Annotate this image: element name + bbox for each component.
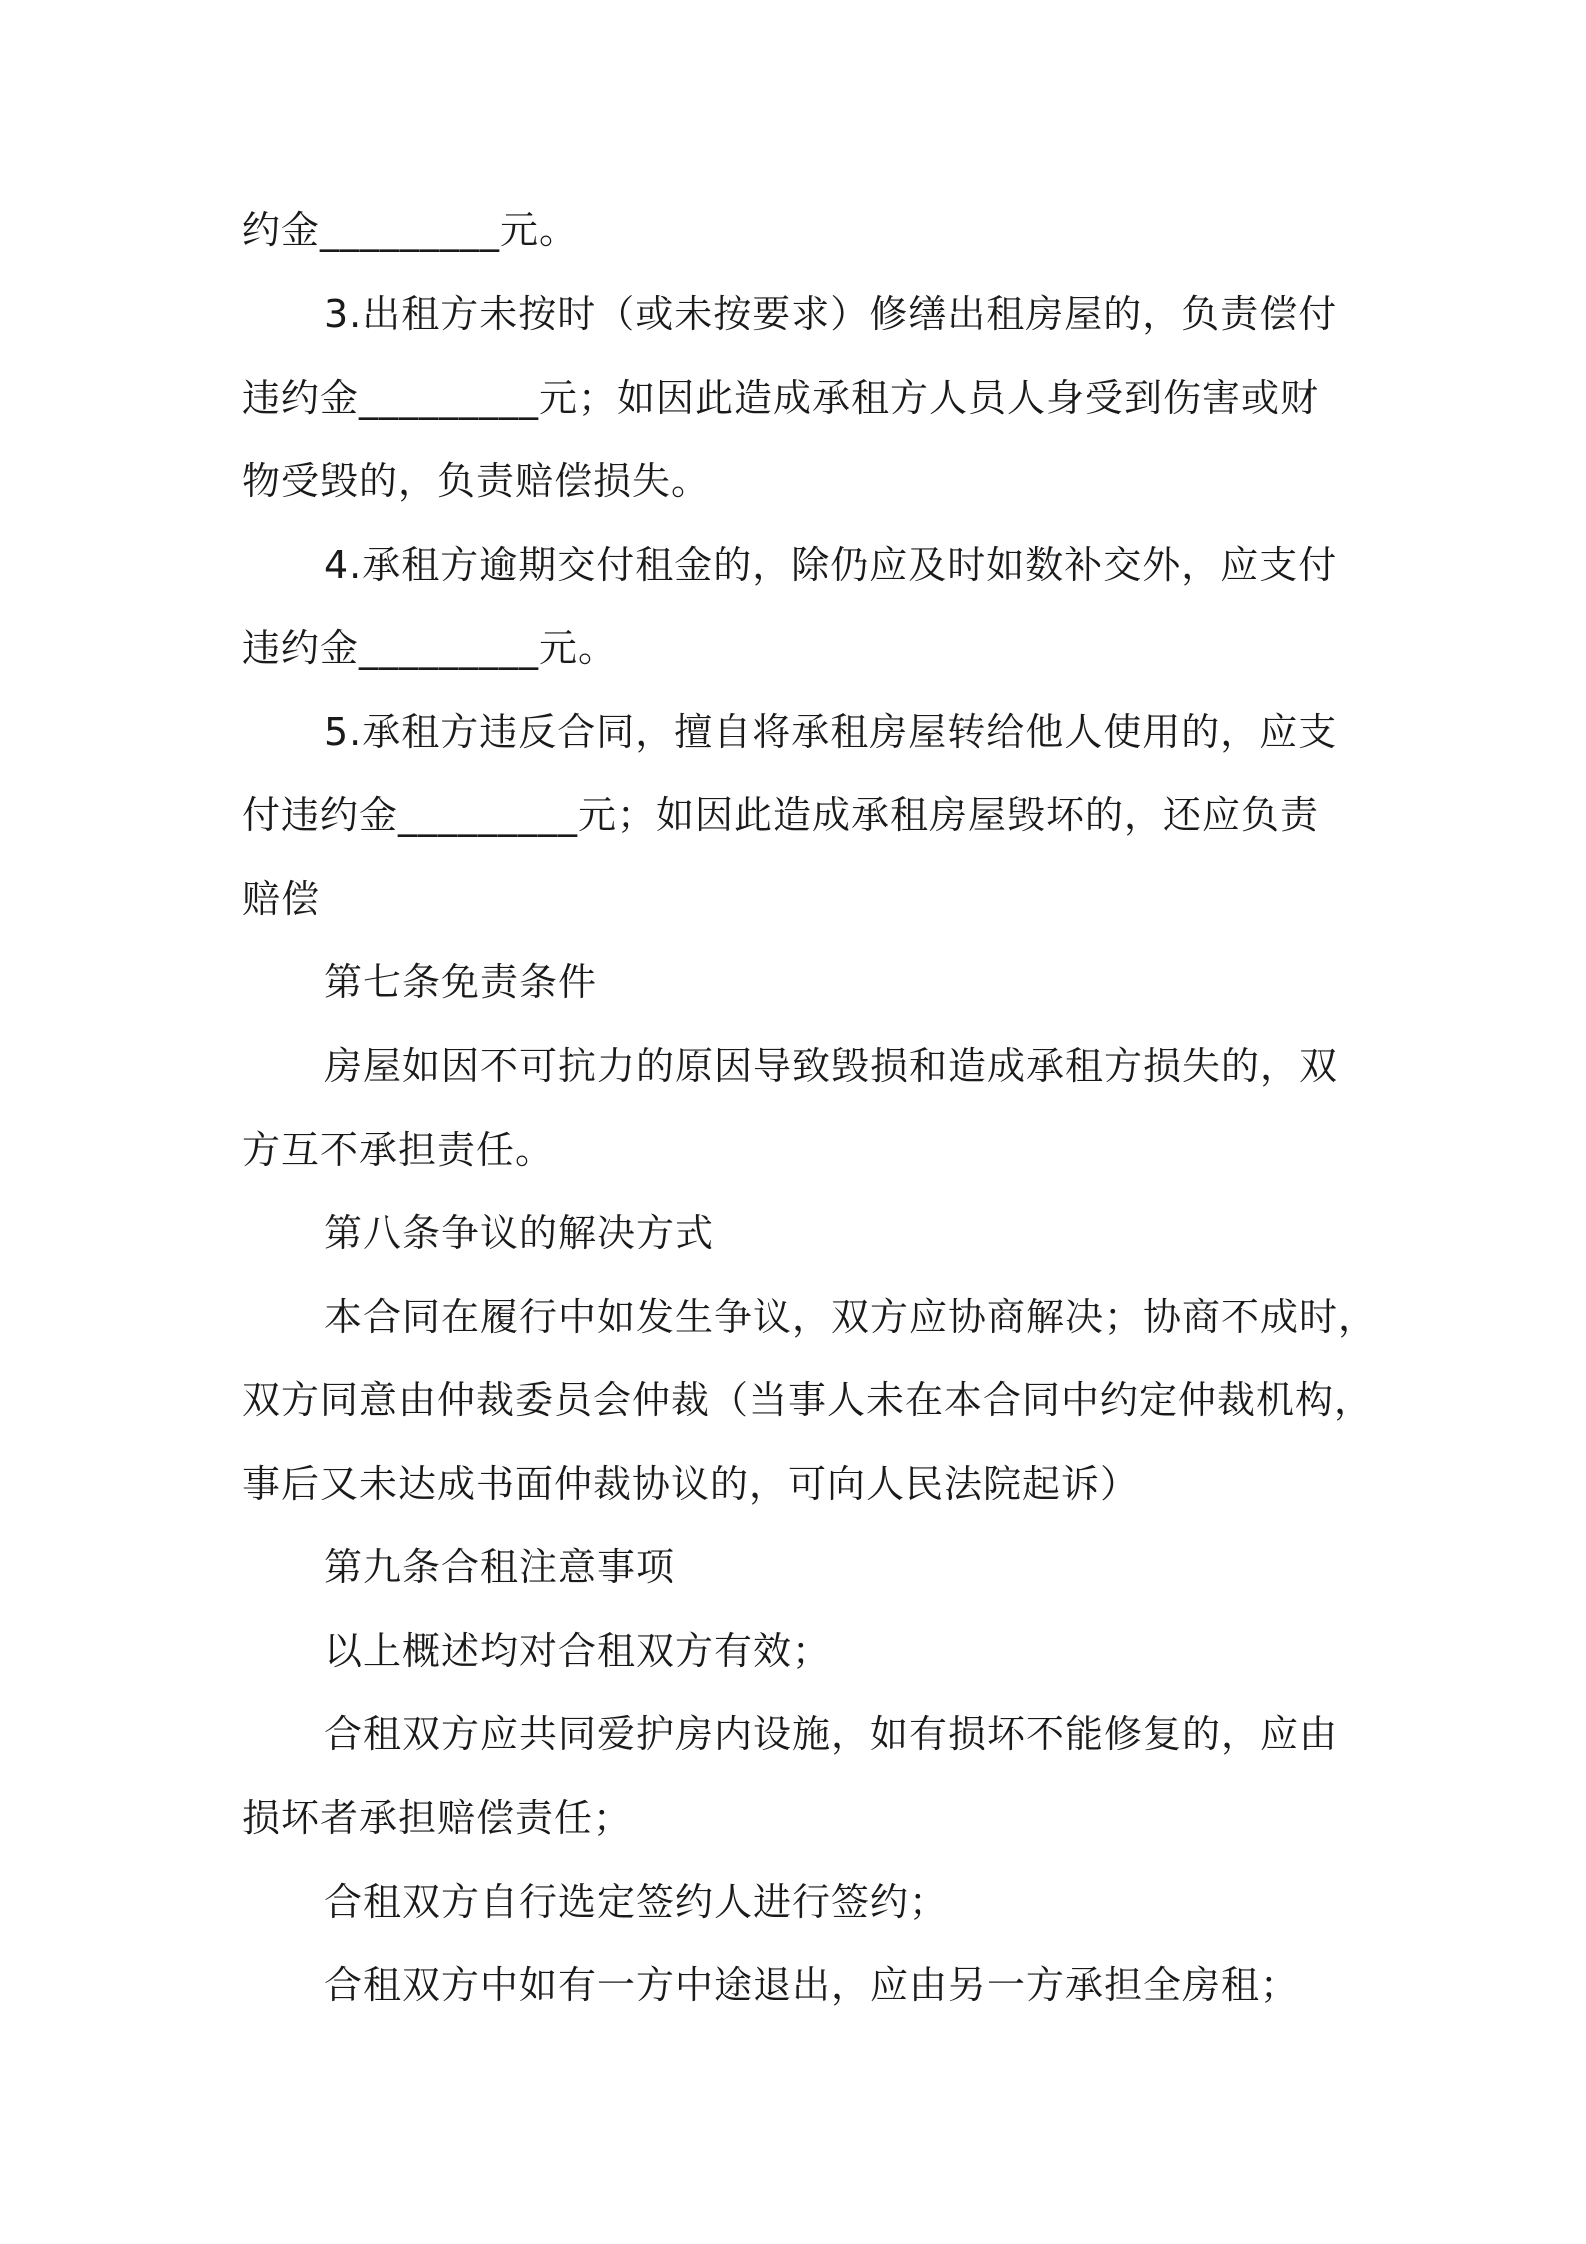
section-heading: 第九条合租注意事项 xyxy=(324,1545,676,1589)
text-line: 事后又未达成书面仲裁协议的，可向人民法院起诉） xyxy=(242,1462,1140,1506)
text-line: 5.承租方违反合同，擅自将承租房屋转给他人使用的，应支 xyxy=(324,710,1338,754)
text-line: 损坏者承担赔偿责任； xyxy=(242,1796,633,1840)
text-line: 违约金_________元。 xyxy=(242,626,618,670)
text-line: 合租双方应共同爱护房内设施，如有损坏不能修复的，应由 xyxy=(324,1712,1339,1756)
text-line: 方互不承担责任。 xyxy=(242,1128,555,1172)
text-line: 赔偿 xyxy=(242,877,321,921)
text-line: 房屋如因不可抗力的原因导致毁损和造成承租方损失的，双 xyxy=(324,1044,1339,1088)
text-line: 本合同在履行中如发生争议，双方应协商解决；协商不成时， xyxy=(324,1295,1378,1339)
text-line: 合租双方自行选定签约人进行签约； xyxy=(324,1880,949,1924)
text-line: 以上概述均对合租双方有效； xyxy=(324,1629,832,1673)
text-line: 双方同意由仲裁委员会仲裁（当事人未在本合同中约定仲裁机构， xyxy=(242,1378,1374,1422)
text-line: 合租双方中如有一方中途退出，应由另一方承担全房租； xyxy=(324,1963,1300,2007)
text-line: 违约金_________元；如因此造成承租方人员人身受到伤害或财 xyxy=(242,376,1320,420)
text-line: 约金_________元。 xyxy=(242,208,579,252)
section-heading: 第七条免责条件 xyxy=(324,960,598,1004)
text-line: 4.承租方逾期交付租金的，除仍应及时如数补交外，应支付 xyxy=(324,543,1338,587)
text-line: 付违约金_________元；如因此造成承租房屋毁坏的，还应负责 xyxy=(242,793,1320,837)
text-line: 物受毁的，负责赔偿损失。 xyxy=(242,459,711,503)
text-line: 3.出租方未按时（或未按要求）修缮出租房屋的，负责偿付 xyxy=(324,292,1338,336)
section-heading: 第八条争议的解决方式 xyxy=(324,1211,715,1255)
